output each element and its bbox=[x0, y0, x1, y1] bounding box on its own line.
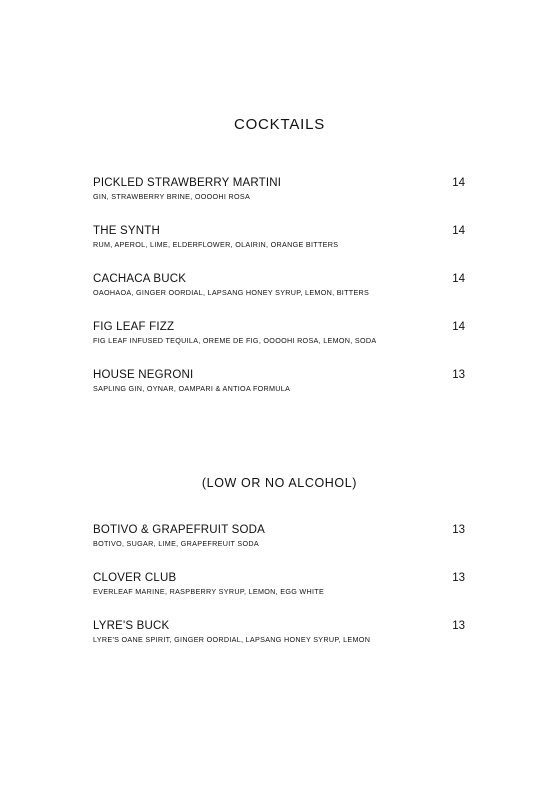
menu-item bbox=[93, 273, 465, 321]
item-price: 14 bbox=[452, 321, 465, 333]
item-description: EVERLEAF MARINE, RASPBERRY SYRUP, LEMON, EGG WHITE bbox=[93, 587, 325, 596]
item-name: CACHACA BUCK bbox=[93, 273, 187, 285]
item-description: BOTIVO, SUGAR, LIME, GRAPEFREUIT SODA bbox=[93, 539, 259, 548]
menu-item bbox=[93, 369, 465, 417]
menu-item bbox=[93, 225, 465, 273]
item-price: 13 bbox=[452, 524, 465, 536]
item-price: 14 bbox=[452, 177, 465, 189]
low-alcohol-list bbox=[93, 524, 465, 668]
menu-item bbox=[93, 620, 465, 668]
section-title-low-alcohol: (LOW OR NO ALCOHOL) bbox=[201, 476, 358, 490]
item-name: CLOVER CLUB bbox=[93, 572, 177, 584]
item-description: LYRE'S OANE SPIRIT, GINGER OORDIAL, LAPSANG HONEY SYRUP, LEMON bbox=[93, 635, 371, 644]
item-name: FIG LEAF FIZZ bbox=[93, 321, 175, 333]
item-description: FIG LEAF INFUSED TEQUILA, OREME DE FIG, OOOOHI ROSA, LEMON, SODA bbox=[93, 336, 377, 345]
menu-item bbox=[93, 321, 465, 369]
item-name: BOTIVO & GRAPEFRUIT SODA bbox=[93, 524, 266, 536]
menu-item bbox=[93, 572, 465, 620]
item-name: PICKLED STRAWBERRY MARTINI bbox=[93, 177, 282, 189]
item-price: 13 bbox=[452, 369, 465, 381]
item-price: 13 bbox=[452, 620, 465, 632]
section-title-cocktails: COCKTAILS bbox=[233, 116, 326, 133]
cocktails-list bbox=[93, 177, 465, 417]
menu-item bbox=[93, 524, 465, 572]
item-description: SAPLING GIN, OYNAR, OAMPARI & ANTIOA FORMULA bbox=[93, 384, 291, 393]
item-price: 14 bbox=[452, 225, 465, 237]
item-name: LYRE'S BUCK bbox=[93, 620, 170, 632]
item-price: 14 bbox=[452, 273, 465, 285]
item-name: THE SYNTH bbox=[93, 225, 160, 237]
item-name: HOUSE NEGRONI bbox=[93, 369, 194, 381]
menu-item bbox=[93, 177, 465, 225]
item-description: RUM, APEROL, LIME, ELDERFLOWER, OLAIRIN, ORANGE BITTERS bbox=[93, 240, 339, 249]
item-description: OAOHAOA, GINGER OORDIAL, LAPSANG HONEY SYRUP, LEMON, BITTERS bbox=[93, 288, 370, 297]
item-price: 13 bbox=[452, 572, 465, 584]
item-description: GIN, STRAWBERRY BRINE, OOOOHI ROSA bbox=[93, 192, 251, 201]
